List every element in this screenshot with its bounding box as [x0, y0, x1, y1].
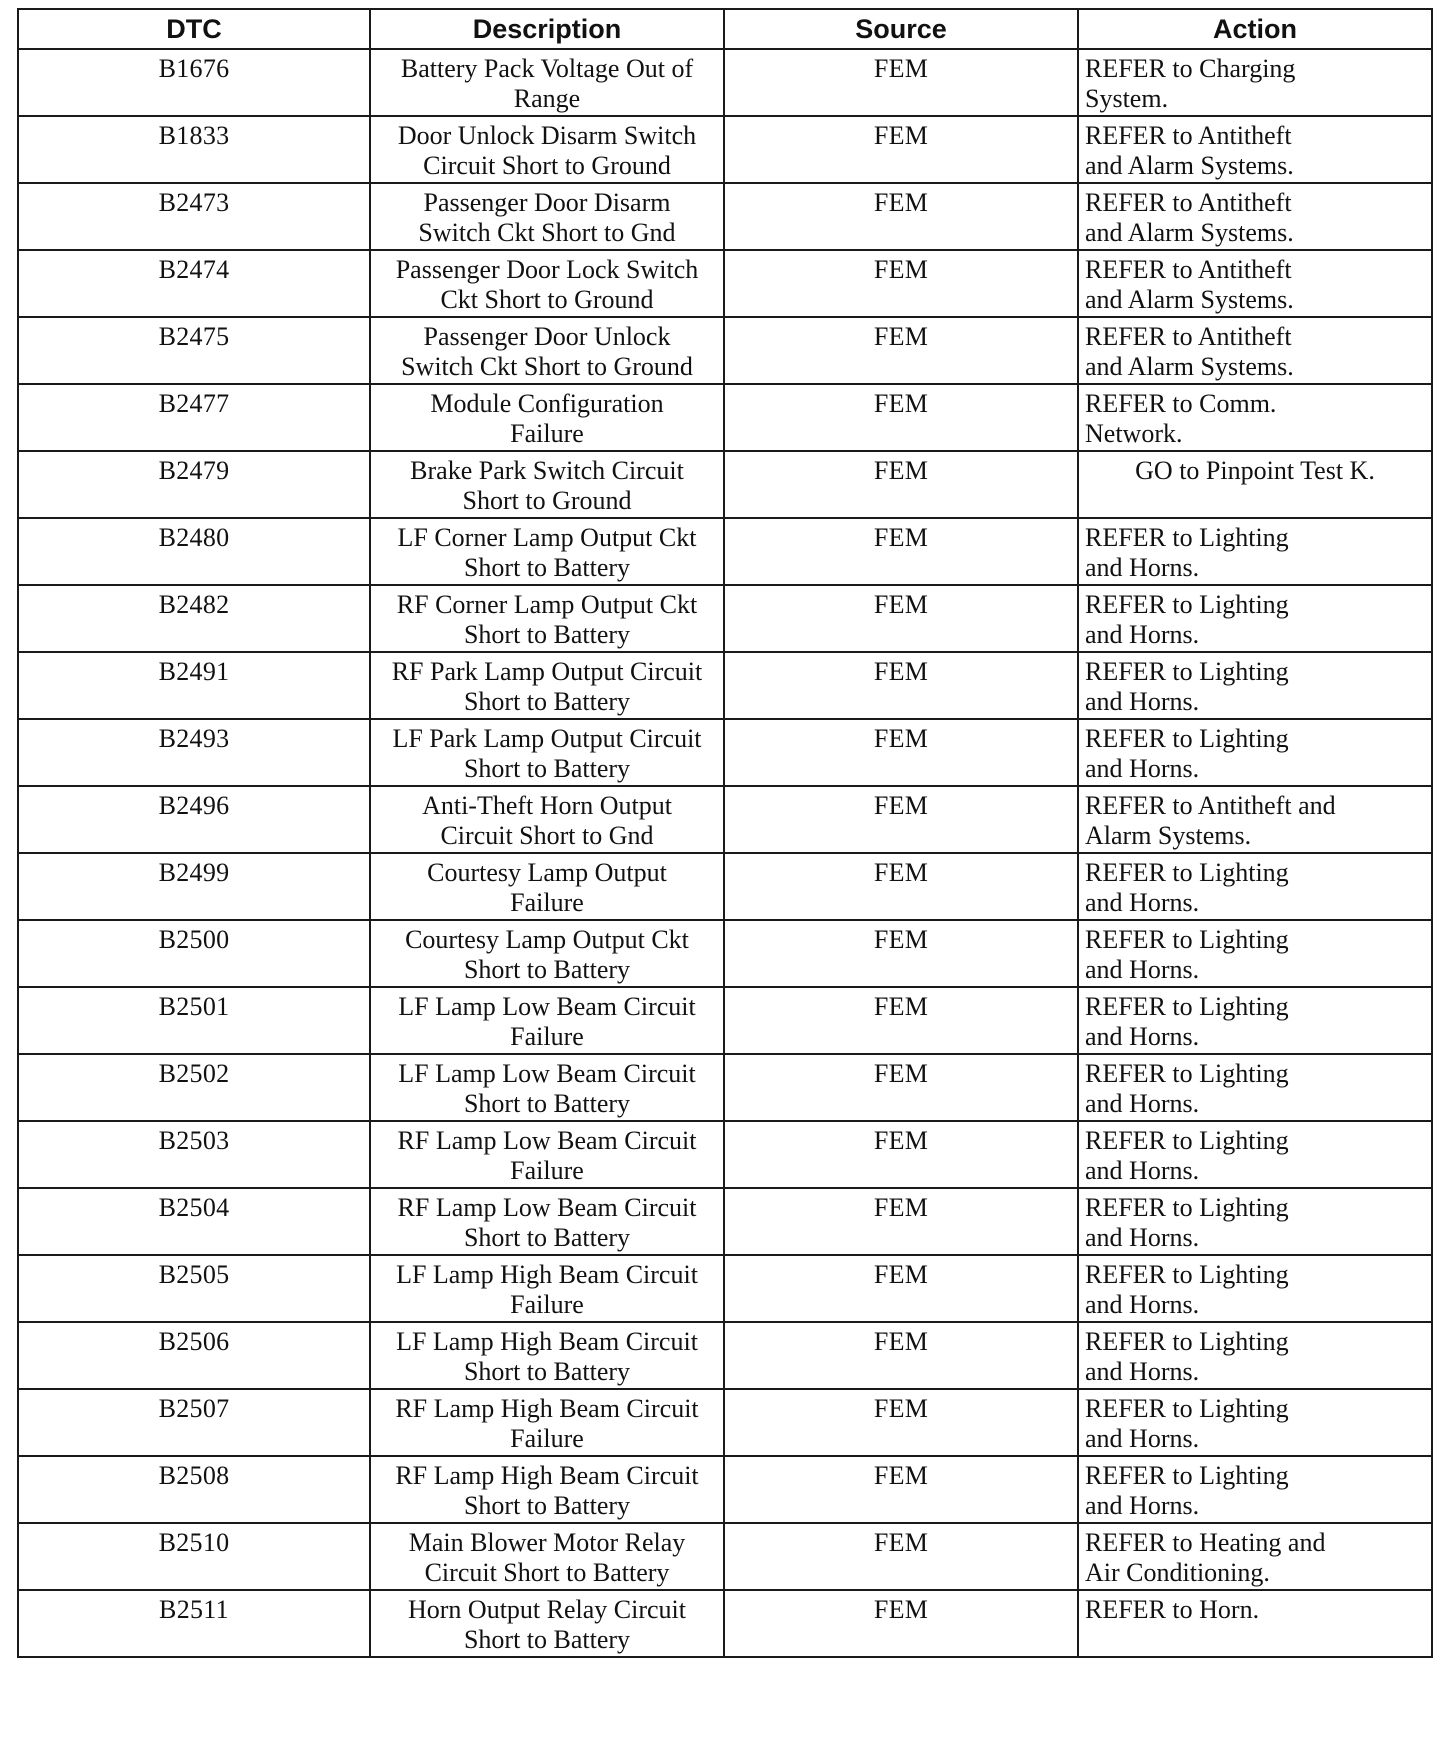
header-dtc: DTC	[18, 9, 370, 49]
table-row	[18, 652, 1432, 719]
dtc-code: B2480	[18, 518, 370, 585]
dtc-action	[1078, 250, 1432, 317]
dtc-code: B2475	[18, 317, 370, 384]
description-line: Circuit Short to Gnd	[440, 821, 654, 850]
action-line: REFER to Comm.	[1085, 389, 1277, 418]
dtc-source: FEM	[724, 1590, 1078, 1657]
dtc-code: B2477	[18, 384, 370, 451]
dtc-code: B2505	[18, 1255, 370, 1322]
action-line: REFER to Heating and	[1085, 1528, 1326, 1557]
table-row	[18, 250, 1432, 317]
action-line: Alarm Systems.	[1085, 821, 1252, 850]
dtc-action	[1078, 1188, 1432, 1255]
description-line: Circuit Short to Battery	[424, 1558, 670, 1587]
dtc-code: B2482	[18, 585, 370, 652]
dtc-source: FEM	[724, 786, 1078, 853]
dtc-action	[1078, 1456, 1432, 1523]
dtc-description	[370, 1590, 724, 1657]
description-line: RF Lamp Low Beam Circuit	[397, 1126, 697, 1155]
description-line: RF Corner Lamp Output Ckt	[396, 590, 698, 619]
action-line: and Horns.	[1085, 620, 1200, 649]
description-line: RF Lamp High Beam Circuit	[395, 1394, 699, 1423]
dtc-source: FEM	[724, 987, 1078, 1054]
table-row	[18, 987, 1432, 1054]
action-line: GO to Pinpoint Test K.	[1135, 456, 1375, 485]
description-line: Passenger Door Lock Switch	[395, 255, 699, 284]
action-line: and Horns.	[1085, 553, 1200, 582]
dtc-description	[370, 585, 724, 652]
dtc-code: B2500	[18, 920, 370, 987]
dtc-source: FEM	[724, 49, 1078, 116]
table-row	[18, 116, 1432, 183]
dtc-code: B2507	[18, 1389, 370, 1456]
table-row	[18, 317, 1432, 384]
dtc-source: FEM	[724, 250, 1078, 317]
dtc-description	[370, 719, 724, 786]
dtc-description	[370, 786, 724, 853]
dtc-description	[370, 1389, 724, 1456]
action-line: and Alarm Systems.	[1085, 151, 1294, 180]
dtc-code: B1833	[18, 116, 370, 183]
action-line: and Alarm Systems.	[1085, 352, 1294, 381]
action-line: and Horns.	[1085, 1491, 1200, 1520]
action-line: REFER to Lighting	[1085, 1193, 1289, 1222]
description-line: LF Park Lamp Output Circuit	[392, 724, 702, 753]
dtc-action	[1078, 518, 1432, 585]
dtc-code: B2510	[18, 1523, 370, 1590]
table-row	[18, 451, 1432, 518]
dtc-code: B2499	[18, 853, 370, 920]
action-line: REFER to Lighting	[1085, 1461, 1289, 1490]
table-header-row	[18, 9, 1432, 49]
table-body	[18, 49, 1432, 1657]
action-line: REFER to Lighting	[1085, 858, 1289, 887]
dtc-action	[1078, 719, 1432, 786]
description-line: Module Configuration	[430, 389, 664, 418]
dtc-description	[370, 1523, 724, 1590]
description-line: Short to Ground	[462, 486, 632, 515]
description-line: RF Lamp Low Beam Circuit	[397, 1193, 697, 1222]
action-line: REFER to Lighting	[1085, 590, 1289, 619]
table-row	[18, 518, 1432, 585]
table-row	[18, 384, 1432, 451]
description-line: Failure	[510, 888, 584, 917]
action-line: REFER to Lighting	[1085, 657, 1289, 686]
description-line: LF Lamp High Beam Circuit	[396, 1327, 698, 1356]
dtc-action	[1078, 585, 1432, 652]
description-line: Circuit Short to Ground	[423, 151, 671, 180]
description-line: Short to Battery	[463, 1223, 631, 1252]
dtc-action	[1078, 987, 1432, 1054]
dtc-code: B2504	[18, 1188, 370, 1255]
dtc-code: B2474	[18, 250, 370, 317]
action-line: and Horns.	[1085, 1424, 1200, 1453]
action-line: and Horns.	[1085, 1223, 1200, 1252]
dtc-description	[370, 317, 724, 384]
table-row	[18, 1523, 1432, 1590]
dtc-code: B2491	[18, 652, 370, 719]
dtc-action	[1078, 116, 1432, 183]
description-line: Short to Battery	[463, 1357, 631, 1386]
table-row	[18, 1456, 1432, 1523]
description-line: Short to Battery	[463, 1625, 631, 1654]
action-line: and Horns.	[1085, 754, 1200, 783]
dtc-action	[1078, 451, 1432, 518]
action-line: REFER to Lighting	[1085, 523, 1289, 552]
description-line: Short to Battery	[463, 620, 631, 649]
dtc-source: FEM	[724, 1389, 1078, 1456]
dtc-action	[1078, 853, 1432, 920]
dtc-code: B2496	[18, 786, 370, 853]
description-line: Passenger Door Unlock	[423, 322, 671, 351]
table-row	[18, 1590, 1432, 1657]
description-line: RF Lamp High Beam Circuit	[395, 1461, 699, 1490]
dtc-action	[1078, 786, 1432, 853]
table-row	[18, 49, 1432, 116]
dtc-code: B1676	[18, 49, 370, 116]
action-line: Air Conditioning.	[1085, 1558, 1270, 1587]
dtc-description	[370, 1054, 724, 1121]
dtc-action	[1078, 1121, 1432, 1188]
action-line: and Horns.	[1085, 1022, 1200, 1051]
dtc-description	[370, 1322, 724, 1389]
action-line: REFER to Charging	[1085, 54, 1296, 83]
table-row	[18, 1054, 1432, 1121]
description-line: Passenger Door Disarm	[423, 188, 671, 217]
dtc-action	[1078, 1255, 1432, 1322]
description-line: Short to Battery	[463, 955, 631, 984]
dtc-description	[370, 451, 724, 518]
description-line: Main Blower Motor Relay	[408, 1528, 686, 1557]
action-line: REFER to Antitheft and	[1085, 791, 1336, 820]
dtc-description	[370, 1456, 724, 1523]
description-line: Short to Battery	[463, 1089, 631, 1118]
dtc-description	[370, 250, 724, 317]
dtc-description	[370, 1188, 724, 1255]
dtc-code: B2493	[18, 719, 370, 786]
dtc-code: B2503	[18, 1121, 370, 1188]
dtc-source: FEM	[724, 1322, 1078, 1389]
description-line: Short to Battery	[463, 754, 631, 783]
header-description: Description	[370, 9, 724, 49]
description-line: Range	[513, 84, 581, 113]
dtc-action	[1078, 1523, 1432, 1590]
dtc-source: FEM	[724, 585, 1078, 652]
description-line: Switch Ckt Short to Ground	[401, 352, 693, 381]
dtc-action	[1078, 317, 1432, 384]
dtc-source: FEM	[724, 1188, 1078, 1255]
description-line: Short to Battery	[463, 553, 631, 582]
dtc-code: B2473	[18, 183, 370, 250]
dtc-description	[370, 518, 724, 585]
description-line: Courtesy Lamp Output Ckt	[405, 925, 689, 954]
action-line: and Horns.	[1085, 1089, 1200, 1118]
dtc-code: B2506	[18, 1322, 370, 1389]
description-line: Failure	[510, 1290, 584, 1319]
table-row	[18, 1255, 1432, 1322]
action-line: REFER to Lighting	[1085, 1126, 1289, 1155]
description-line: Brake Park Switch Circuit	[410, 456, 684, 485]
action-line: REFER to Horn.	[1085, 1595, 1260, 1624]
dtc-action	[1078, 1054, 1432, 1121]
action-line: REFER to Lighting	[1085, 1394, 1289, 1423]
dtc-code: B2501	[18, 987, 370, 1054]
action-line: and Alarm Systems.	[1085, 218, 1294, 247]
dtc-description	[370, 652, 724, 719]
dtc-source: FEM	[724, 183, 1078, 250]
action-line: REFER to Lighting	[1085, 1260, 1289, 1289]
dtc-action	[1078, 183, 1432, 250]
dtc-source: FEM	[724, 518, 1078, 585]
action-line: REFER to Lighting	[1085, 724, 1289, 753]
dtc-description	[370, 116, 724, 183]
description-line: RF Park Lamp Output Circuit	[391, 657, 703, 686]
description-line: LF Lamp Low Beam Circuit	[398, 992, 696, 1021]
dtc-code: B2502	[18, 1054, 370, 1121]
action-line: REFER to Lighting	[1085, 925, 1289, 954]
description-line: Failure	[510, 1156, 584, 1185]
action-line: System.	[1085, 84, 1169, 113]
dtc-source: FEM	[724, 920, 1078, 987]
dtc-code: B2508	[18, 1456, 370, 1523]
description-line: LF Lamp High Beam Circuit	[396, 1260, 698, 1289]
dtc-description	[370, 1121, 724, 1188]
table-row	[18, 1322, 1432, 1389]
dtc-source: FEM	[724, 451, 1078, 518]
dtc-description	[370, 183, 724, 250]
dtc-description	[370, 853, 724, 920]
description-line: Failure	[510, 1424, 584, 1453]
dtc-source: FEM	[724, 384, 1078, 451]
dtc-table	[17, 8, 1433, 1658]
description-line: Failure	[510, 419, 584, 448]
table-row	[18, 1188, 1432, 1255]
header-action: Action	[1078, 9, 1432, 49]
description-line: Failure	[510, 1022, 584, 1051]
action-line: REFER to Lighting	[1085, 1327, 1289, 1356]
dtc-action	[1078, 384, 1432, 451]
action-line: and Horns.	[1085, 888, 1200, 917]
table-row	[18, 853, 1432, 920]
dtc-source: FEM	[724, 317, 1078, 384]
dtc-action	[1078, 1322, 1432, 1389]
action-line: and Horns.	[1085, 687, 1200, 716]
dtc-source: FEM	[724, 1054, 1078, 1121]
action-line: REFER to Antitheft	[1085, 322, 1292, 351]
description-line: Anti-Theft Horn Output	[422, 791, 672, 820]
table-row	[18, 719, 1432, 786]
dtc-action	[1078, 920, 1432, 987]
action-line: REFER to Antitheft	[1085, 188, 1292, 217]
action-line: and Horns.	[1085, 1290, 1200, 1319]
description-line: Door Unlock Disarm Switch	[397, 121, 697, 150]
action-line: and Horns.	[1085, 955, 1200, 984]
dtc-code: B2479	[18, 451, 370, 518]
header-source: Source	[724, 9, 1078, 49]
dtc-description	[370, 920, 724, 987]
dtc-source: FEM	[724, 1456, 1078, 1523]
dtc-document	[17, 8, 1431, 1658]
action-line: and Horns.	[1085, 1156, 1200, 1185]
table-row	[18, 920, 1432, 987]
dtc-description	[370, 384, 724, 451]
action-line: REFER to Lighting	[1085, 1059, 1289, 1088]
dtc-action	[1078, 1389, 1432, 1456]
dtc-action	[1078, 49, 1432, 116]
description-line: LF Lamp Low Beam Circuit	[398, 1059, 696, 1088]
description-line: Short to Battery	[463, 1491, 631, 1520]
action-line: REFER to Lighting	[1085, 992, 1289, 1021]
dtc-description	[370, 49, 724, 116]
description-line: Ckt Short to Ground	[440, 285, 654, 314]
dtc-code: B2511	[18, 1590, 370, 1657]
action-line: and Alarm Systems.	[1085, 285, 1294, 314]
description-line: Horn Output Relay Circuit	[407, 1595, 686, 1624]
dtc-description	[370, 1255, 724, 1322]
table-row	[18, 786, 1432, 853]
table-row	[18, 1389, 1432, 1456]
description-line: Short to Battery	[463, 687, 631, 716]
action-line: REFER to Antitheft	[1085, 255, 1292, 284]
dtc-source: FEM	[724, 1255, 1078, 1322]
dtc-action	[1078, 652, 1432, 719]
dtc-source: FEM	[724, 1121, 1078, 1188]
description-line: LF Corner Lamp Output Ckt	[397, 523, 697, 552]
description-line: Switch Ckt Short to Gnd	[418, 218, 676, 247]
action-line: REFER to Antitheft	[1085, 121, 1292, 150]
description-line: Courtesy Lamp Output	[427, 858, 667, 887]
dtc-source: FEM	[724, 116, 1078, 183]
dtc-source: FEM	[724, 719, 1078, 786]
table-row	[18, 585, 1432, 652]
dtc-source: FEM	[724, 1523, 1078, 1590]
dtc-action	[1078, 1590, 1432, 1657]
table-row	[18, 1121, 1432, 1188]
action-line: Network.	[1085, 419, 1183, 448]
table-row	[18, 183, 1432, 250]
dtc-description	[370, 987, 724, 1054]
dtc-source: FEM	[724, 853, 1078, 920]
description-line: Battery Pack Voltage Out of	[400, 54, 694, 83]
action-line: and Horns.	[1085, 1357, 1200, 1386]
dtc-source: FEM	[724, 652, 1078, 719]
